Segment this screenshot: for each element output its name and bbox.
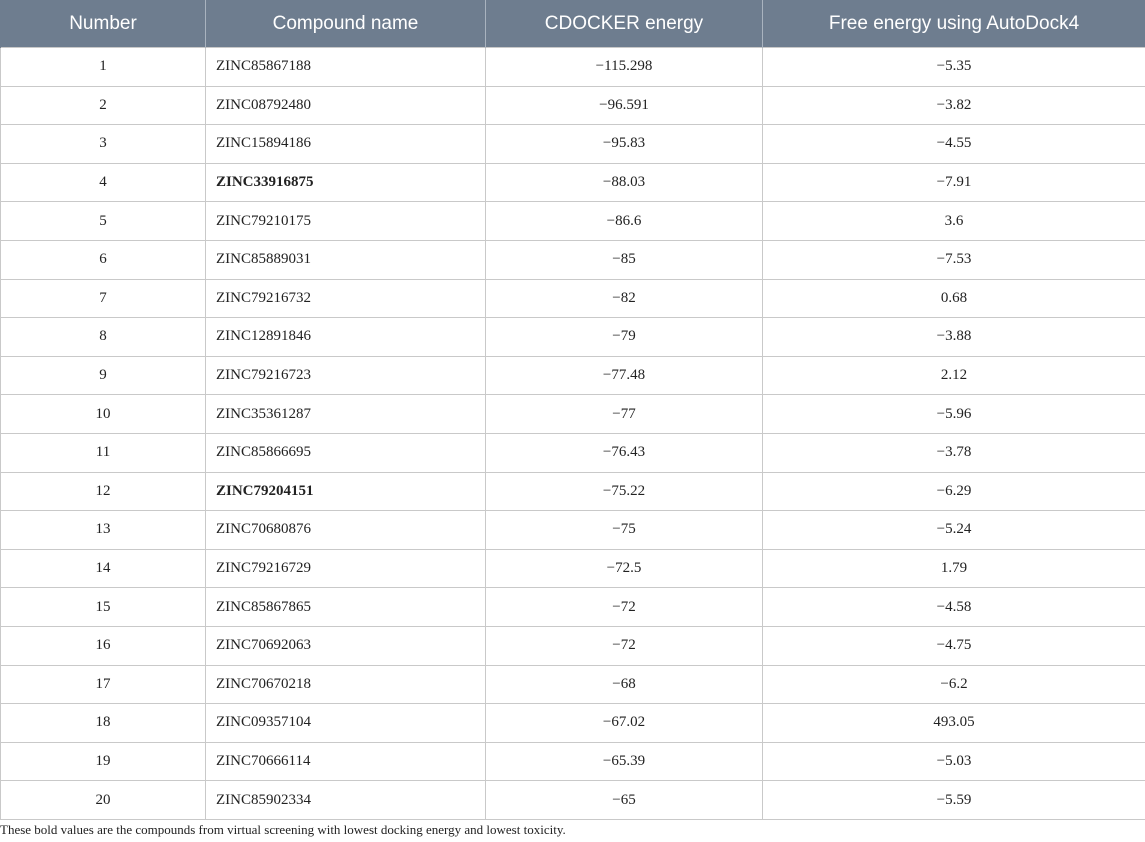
cell-compound-name: ZINC85902334 (206, 781, 486, 820)
cell-compound-name: ZINC35361287 (206, 395, 486, 434)
cell-number: 13 (1, 511, 206, 550)
cell-compound-name: ZINC85867188 (206, 48, 486, 87)
cell-compound-name: ZINC79216729 (206, 549, 486, 588)
cell-free-energy: −5.96 (763, 395, 1145, 434)
header-row (1, 0, 1145, 48)
table-row (1, 511, 1145, 550)
cell-cdocker-energy: −88.03 (486, 163, 763, 202)
cell-cdocker-energy: −85 (486, 240, 763, 279)
cell-free-energy: 1.79 (763, 549, 1145, 588)
cell-compound-name: ZINC79210175 (206, 202, 486, 241)
cell-free-energy: −5.24 (763, 511, 1145, 550)
cell-free-energy: 2.12 (763, 356, 1145, 395)
table-row (1, 125, 1145, 164)
cell-compound-name: ZINC85889031 (206, 240, 486, 279)
table-row (1, 665, 1145, 704)
cell-number: 12 (1, 472, 206, 511)
table-row (1, 318, 1145, 357)
cell-compound-name: ZINC85867865 (206, 588, 486, 627)
cell-free-energy: −4.55 (763, 125, 1145, 164)
cell-free-energy: −6.2 (763, 665, 1145, 704)
cell-number: 10 (1, 395, 206, 434)
table-row (1, 742, 1145, 781)
table-row (1, 202, 1145, 241)
cell-cdocker-energy: −75.22 (486, 472, 763, 511)
table-row (1, 588, 1145, 627)
cell-cdocker-energy: −76.43 (486, 433, 763, 472)
cell-number: 15 (1, 588, 206, 627)
cell-cdocker-energy: −68 (486, 665, 763, 704)
table-row (1, 86, 1145, 125)
cell-compound-name: ZINC70692063 (206, 626, 486, 665)
table-row (1, 163, 1145, 202)
cell-compound-name: ZINC12891846 (206, 318, 486, 357)
cell-free-energy: 3.6 (763, 202, 1145, 241)
cell-cdocker-energy: −67.02 (486, 704, 763, 743)
cell-number: 18 (1, 704, 206, 743)
cell-cdocker-energy: −115.298 (486, 48, 763, 87)
cell-compound-name: ZINC79204151 (206, 472, 486, 511)
cell-cdocker-energy: −82 (486, 279, 763, 318)
cell-free-energy: −5.03 (763, 742, 1145, 781)
cell-number: 2 (1, 86, 206, 125)
cell-number: 19 (1, 742, 206, 781)
cell-cdocker-energy: −96.591 (486, 86, 763, 125)
cell-number: 14 (1, 549, 206, 588)
cell-compound-name: ZINC70680876 (206, 511, 486, 550)
cell-free-energy: −3.88 (763, 318, 1145, 357)
cell-compound-name: ZINC70666114 (206, 742, 486, 781)
cell-free-energy: −3.78 (763, 433, 1145, 472)
header-cdocker-energy: CDOCKER energy (486, 0, 763, 48)
table-row (1, 626, 1145, 665)
cell-compound-name: ZINC08792480 (206, 86, 486, 125)
cell-free-energy: −7.53 (763, 240, 1145, 279)
table-row (1, 704, 1145, 743)
cell-cdocker-energy: −77 (486, 395, 763, 434)
cell-number: 4 (1, 163, 206, 202)
cell-number: 17 (1, 665, 206, 704)
cell-compound-name: ZINC15894186 (206, 125, 486, 164)
cell-free-energy: −6.29 (763, 472, 1145, 511)
cell-cdocker-energy: −65 (486, 781, 763, 820)
cell-cdocker-energy: −72.5 (486, 549, 763, 588)
cell-number: 6 (1, 240, 206, 279)
table-row (1, 549, 1145, 588)
table-row (1, 48, 1145, 87)
cell-cdocker-energy: −75 (486, 511, 763, 550)
table-row (1, 395, 1145, 434)
cell-free-energy: −4.75 (763, 626, 1145, 665)
cell-free-energy: 0.68 (763, 279, 1145, 318)
cell-number: 5 (1, 202, 206, 241)
cell-free-energy: −5.35 (763, 48, 1145, 87)
cell-number: 11 (1, 433, 206, 472)
header-number: Number (1, 0, 206, 48)
table-row (1, 781, 1145, 820)
cell-cdocker-energy: −72 (486, 626, 763, 665)
cell-number: 8 (1, 318, 206, 357)
table-row (1, 240, 1145, 279)
cell-cdocker-energy: −95.83 (486, 125, 763, 164)
cell-compound-name: ZINC79216732 (206, 279, 486, 318)
cell-cdocker-energy: −79 (486, 318, 763, 357)
cell-compound-name: ZINC33916875 (206, 163, 486, 202)
header-free-energy: Free energy using AutoDock4 (763, 0, 1145, 48)
cell-free-energy: −7.91 (763, 163, 1145, 202)
cell-number: 1 (1, 48, 206, 87)
table-row (1, 279, 1145, 318)
cell-free-energy: −4.58 (763, 588, 1145, 627)
table-row (1, 433, 1145, 472)
cell-free-energy: −5.59 (763, 781, 1145, 820)
cell-compound-name: ZINC85866695 (206, 433, 486, 472)
cell-free-energy: −3.82 (763, 86, 1145, 125)
table-row (1, 472, 1145, 511)
cell-compound-name: ZINC70670218 (206, 665, 486, 704)
header-compound-name: Compound name (206, 0, 486, 48)
cell-number: 16 (1, 626, 206, 665)
cell-number: 9 (1, 356, 206, 395)
cell-free-energy: 493.05 (763, 704, 1145, 743)
cell-compound-name: ZINC79216723 (206, 356, 486, 395)
cell-cdocker-energy: −65.39 (486, 742, 763, 781)
cell-cdocker-energy: −86.6 (486, 202, 763, 241)
table-row (1, 356, 1145, 395)
cell-number: 3 (1, 125, 206, 164)
table-body (1, 48, 1145, 820)
table-footnote: These bold values are the compounds from virtual screening with lowest docking energy and lowest toxicity. (0, 822, 566, 837)
cell-number: 20 (1, 781, 206, 820)
cell-cdocker-energy: −72 (486, 588, 763, 627)
cell-cdocker-energy: −77.48 (486, 356, 763, 395)
cell-compound-name: ZINC09357104 (206, 704, 486, 743)
cell-number: 7 (1, 279, 206, 318)
